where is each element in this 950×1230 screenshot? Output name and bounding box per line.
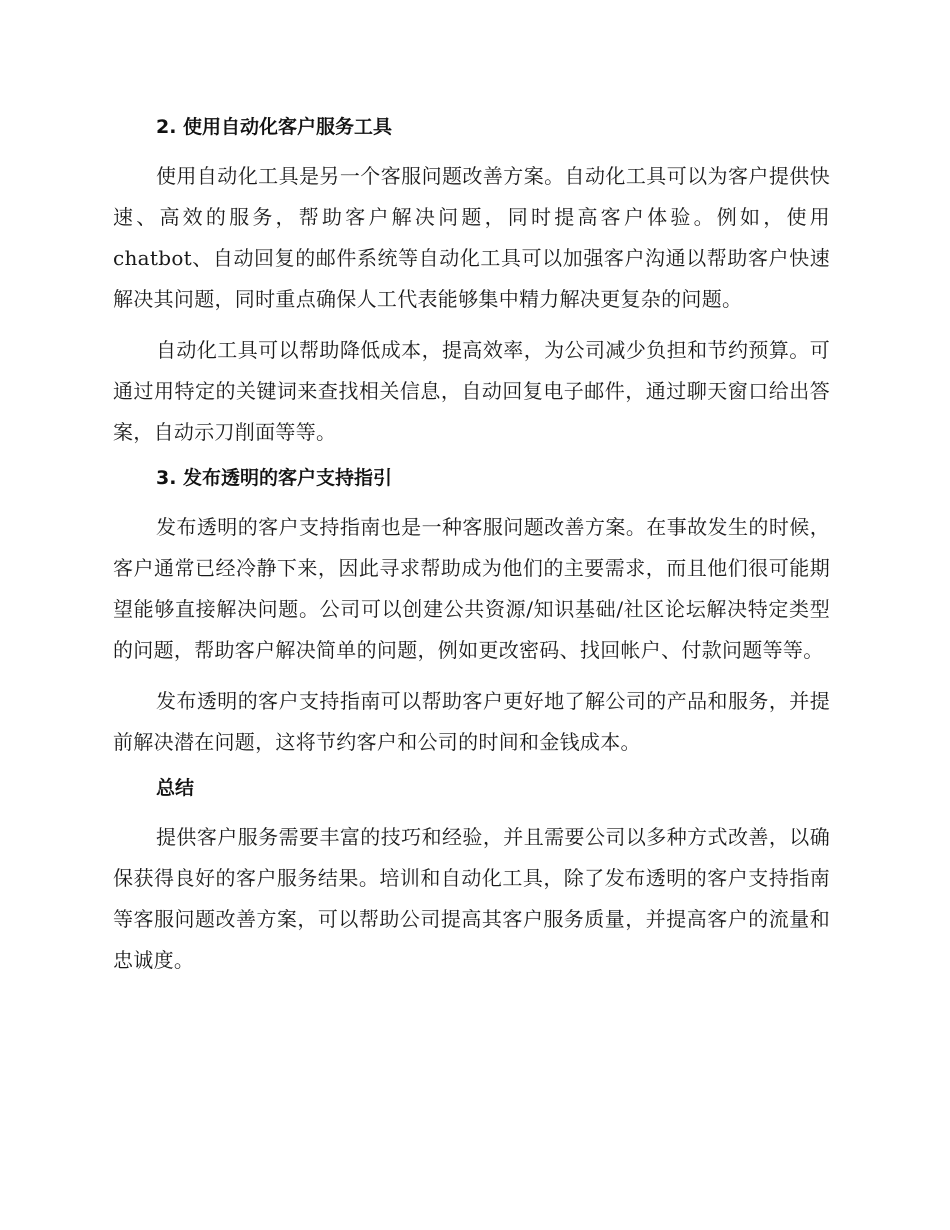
paragraph: 提供客户服务需要丰富的技巧和经验，并且需要公司以多种方式改善，以确保获得良好的客户服务结果。培训和自动化工具，除了发布透明的客户支持指南等客服问题改善方案，可以帮助公司提高其客户服务质量，并提高客户的流量和忠诚度。 <box>113 825 830 972</box>
paragraph: 发布透明的客户支持指南可以帮助客户更好地了解公司的产品和服务，并提前解决潜在问题，这将节约客户和公司的时间和金钱成本。 <box>113 689 830 754</box>
document-body <box>113 112 830 991</box>
section-heading-automation: 2. 使用自动化客户服务工具 <box>156 116 393 138</box>
paragraph: 自动化工具可以帮助降低成本，提高效率，为公司减少负担和节约预算。可通过用特定的关键词来查找相关信息，自动回复电子邮件，通过聊天窗口给出答案，自动示刀削面等等。 <box>113 338 830 444</box>
section-heading-transparent-support: 3. 发布透明的客户支持指引 <box>156 467 393 489</box>
paragraph: 发布透明的客户支持指南也是一种客服问题改善方案。在事故发生的时候，客户通常已经冷静下来，因此寻求帮助成为他们的主要需求，而且他们很可能期望能够直接解决问题。公司可以创建公共资源/知识基础/社区论坛解决特定类型的问题，帮助客户解决简单的问题，例如更改密码、找回帐户、付款问题等等。 <box>113 515 830 662</box>
paragraph: 使用自动化工具是另一个客服问题改善方案。自动化工具可以为客户提供快速、高效的服务，帮助客户解决问题，同时提高客户体验。例如，使用chatbot、自动回复的邮件系统等自动化工具可以加强客户沟通以帮助客户快速解决其问题，同时重点确保人工代表能够集中精力解决更复杂的问题。 <box>113 164 830 311</box>
section-heading-summary: 总结 <box>156 777 195 799</box>
